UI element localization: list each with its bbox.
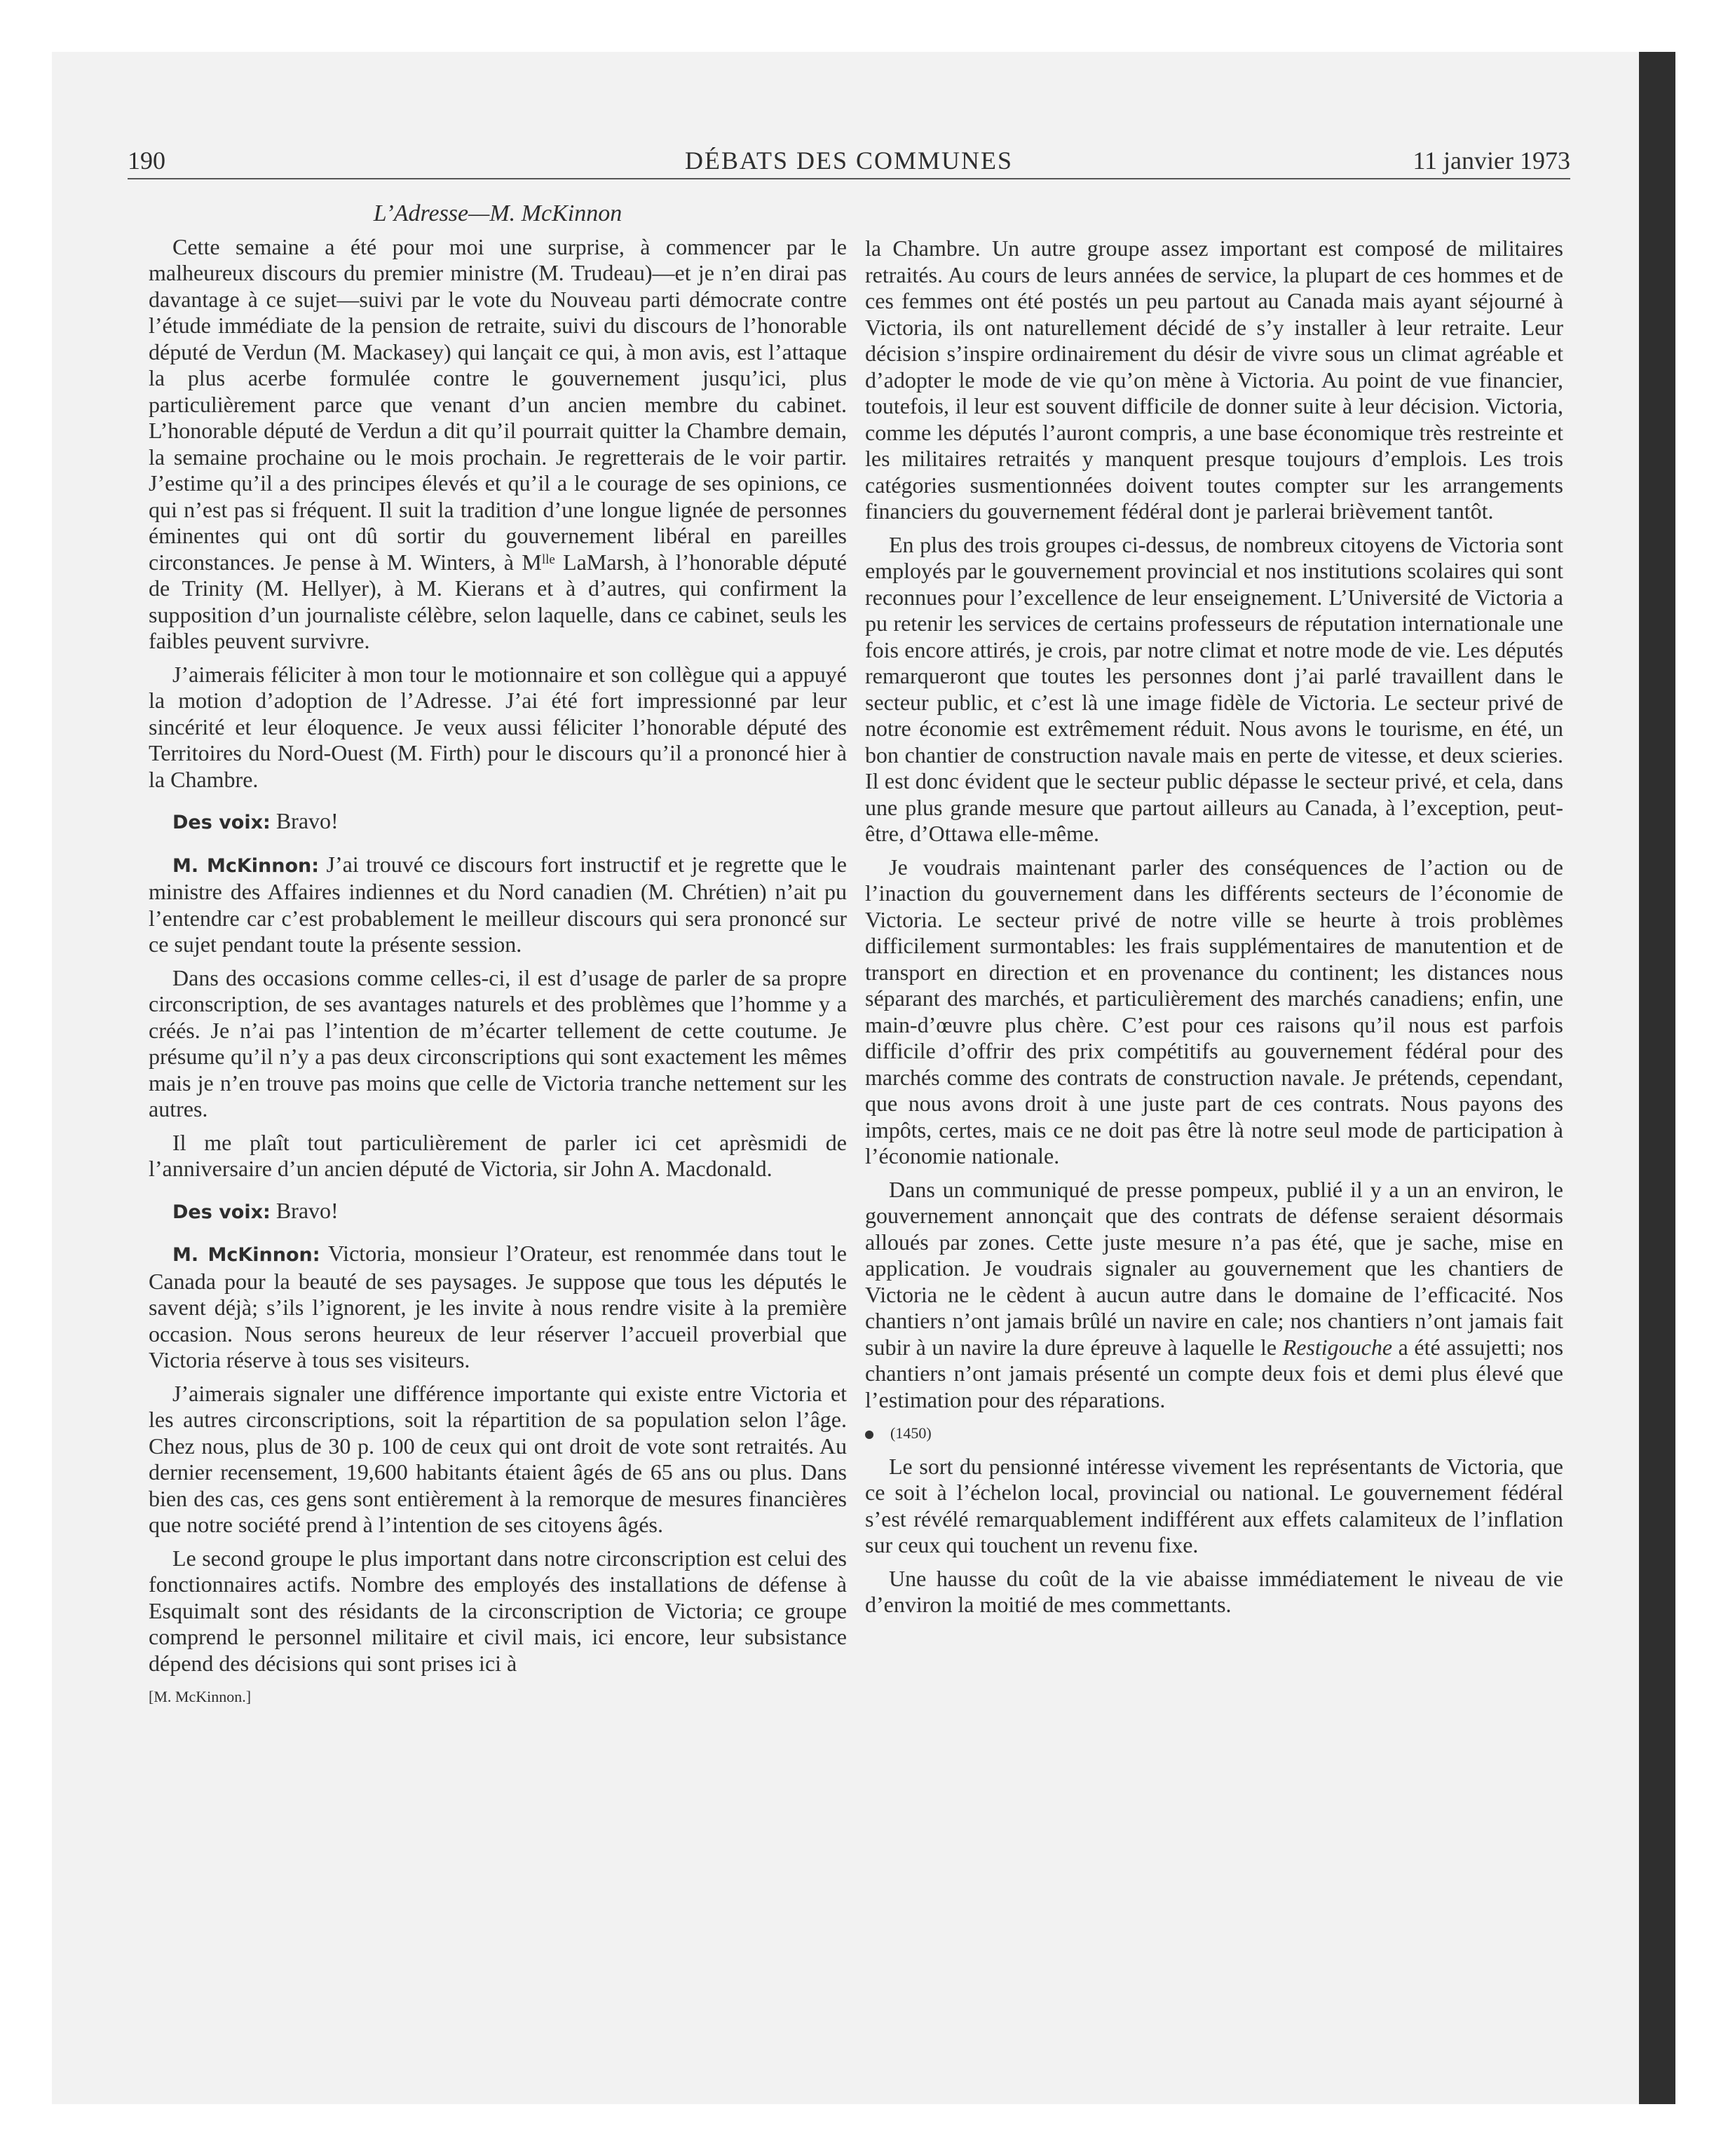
time-stamp: (1450) [890,1424,932,1442]
paragraph: Cette semaine a été pour moi une surprise, à commencer par le malheureux discours du premier ministre (M. Trudeau)—et je n’en dirai pas davantage à ce sujet—suivi par le vote du Nouveau parti démocrate contre l’étude immédiate de la pension de retraite, suivi du discours de l’honorable député de Verdun (M. Mackasey) qui lançait ce qui, à mon avis, est l’attaque la plus acerbe formulée contre le gouvernement jusqu’ici, plus particulièrement parce que venant d’un ancien membre du cabinet. L’honorable député de Verdun a dit qu’il pourrait quitter la Chambre demain, la semaine prochaine ou le mois prochain. Je regretterais de le voir partir. J’estime qu’il a des principes élevés et qu’il a le courage de ses opinions, ce qui n’est pas si fréquent. Il suit la tradition d’une longue lignée de personnes éminentes qui ont dû sortir du gouvernement libéral en pareilles circonstances. Je pense à M. Winters, à Mˡˡᵉ LaMarsh, à l’honorable député de Trinity (M. Hellyer), à M. Kierans et à d’autres, qui confirment la supposition d’un journaliste célèbre, selon laquelle, dans ce cabinet, seuls les faibles peuvent survivre. [149,233,847,653]
running-title: L’Adresse—M. McKinnon [373,200,622,226]
paragraph: Dans des occasions comme celles-ci, il est d’usage de parler de sa propre circonscription, de ses avantages naturels et des problèmes que l’homme y a créés. Je n’ai pas l’intention de m’écarter tellement de cette coutume. Je présume qu’il n’y a pas deux circonscriptions qui sont exactement les mêmes mais je n’en trouve pas moins que celle de Victoria tranche nettement sur les autres. [149,964,847,1121]
paragraph: Il me plaît tout particulièrement de parler ici cet aprèsmidi de l’anniversaire d’un ancien député de Victoria, sir John A. Macdonald. [149,1129,847,1181]
page-header [128,143,1570,179]
paragraph: J’aimerais signaler une différence importante qui existe entre Victoria et les autres circonscriptions, soit la répartition de sa population selon l’âge. Chez nous, plus de 30 p. 100 de ceux qui ont droit de vote sont retraités. Au dernier recensement, 19,600 habitants étaient âgés de 65 ans ou plus. Dans bien des cas, ces gens sont entièrement à la remorque de mesures financières que notre société prend à l’intention de ses citoyens âgés. [149,1380,847,1537]
publication-date: 11 janvier 1973 [1413,146,1570,175]
right-column [865,236,1563,1625]
bullet-icon [865,1431,873,1439]
speech-paragraph [149,1241,847,1374]
text-run: Dans un communiqué de presse pompeux, publié il y a un an environ, le gouvernement annonçait que des contrats de défense seraient désormais alloués par zones. Cette juste mesure n’a pas été, que je sache, mise en application. Je voudrais signaler au gouvernement que les chantiers de Victoria ne le cèdent à aucun autre dans le domaine de l’efficacité. Nos chantiers n’ont jamais brûlé un navire en cale; nos chantiers n’ont jamais fait subir à un navire la dure épreuve à laquelle le [865,1176,1563,1360]
paragraph: Une hausse du coût de la vie abaisse immédiatement le niveau de vie d’environ la moitié de mes commettants. [865,1565,1563,1617]
time-marker [865,1420,1563,1447]
speech-paragraph [149,808,847,836]
paragraph: Le second groupe le plus important dans notre circonscription est celui des fonctionnaires actifs. Nombre des employés des installations de défense à Esquimalt sont des résidants de la circonscription de Victoria; ce groupe comprend le personnel militaire et civil mais, ici encore, leur subsistance dépend des décisions qui sont prises ici à [149,1545,847,1676]
scan-edge-shadow [1639,52,1675,2104]
speech-text: Victoria, monsieur l’Orateur, est renommée dans tout le Canada pour la beauté de ses paysages. Je suppose que tous les députés le savent déjà; s’ils l’ignorent, je les invite à nous rendre visite à la première occasion. Nous serons heureux de leur réserver l’accueil proverbial que Victoria réserve à tous ses visiteurs. [149,1241,847,1372]
speech-paragraph [149,1198,847,1226]
speech-paragraph [149,852,847,958]
publication-title: DÉBATS DES COMMUNES [684,146,1014,175]
left-column [149,200,848,1717]
speaker-name: Des voix: [172,1201,271,1223]
speaker-name: Des voix: [172,812,271,833]
paragraph: la Chambre. Un autre groupe assez important est composé de militaires retraités. Au cours de leurs années de service, la plupart de ces hommes et de ces femmes ont été postés un peu partout au Canada mais ayant séjourné à Victoria, ils ont naturellement décidé de s’y installer à leur retraite. Leur décision s’inspire ordinairement du désir de vivre sous un climat agréable et d’adopter le mode de vie qu’on mène à Victoria. Au point de vue financier, toutefois, il leur est souvent difficile de donner suite à leur décision. Victoria, comme les députés l’auront compris, a une base économique très restreinte et les militaires retraités y manquent presque toujours d’emplois. Les trois catégories susmentionnées doivent toutes compter sur les arrangements financiers du gouvernement fédéral dont je parlerai brièvement tantôt. [865,236,1563,524]
speaker-footnote: [M. McKinnon.] [149,1688,252,1705]
speech-text: Bravo! [275,808,339,833]
paragraph: Le sort du pensionné intéresse vivement les représentants de Victoria, que ce soit à l’échelon local, provincial ou national. Le gouvernement fédéral s’est révélé remarquablement indifférent aux effets calamiteux de l’inflation sur ceux qui touchent un revenu fixe. [865,1453,1563,1557]
paragraph: J’aimerais féliciter à mon tour le motionnaire et son collègue qui a appuyé la motion d’adoption de l’Adresse. J’ai été fort impressionné par leur sincérité et leur éloquence. Je veux aussi féliciter l’honorable député des Territoires du Nord-Ouest (M. Firth) pour le discours qu’il a prononcé hier à la Chambre. [149,661,847,792]
paragraph: Je voudrais maintenant parler des conséquences de l’action ou de l’inaction du gouvernement dans les différents secteurs de l’économie de Victoria. Le secteur privé de notre ville se heurte à trois problèmes difficilement surmontables: les frais supplémentaires de manutention et de transport en direction et en provenance du continent; les distances nous séparant des marchés, et particulièrement des marchés canadiens; enfin, une main-d’œuvre plus chère. C’est pour ces raisons qu’il nous est parfois difficile d’offrir des prix compétitifs au gouvernement fédéral pour des marchés comme des contrats de construction navale. Je prétends, cependant, que nous avons droit à une juste part de ces contrats. Nous payons des impôts, certes, mais ce ne doit pas être là notre seul mode de participation à l’économie nationale. [865,854,1563,1168]
text-run: a été assujetti; nos chantiers n’ont jamais présenté un compte deux fois et demi plus élevé que l’estimation pour des réparations. [865,1334,1564,1412]
ship-name: Restigouche [1282,1334,1393,1360]
speaker-name: M. McKinnon: [172,1244,320,1266]
page-number: 190 [128,146,165,175]
speaker-name: M. McKinnon: [172,854,320,877]
speech-text: J’ai trouvé ce discours fort instructif et je regrette que le ministre des Affaires indiennes et du Nord canadien (M. Chrétien) n’ait pu l’entendre car c’est probablement le meilleur discours qui sera prononcé sur ce sujet pendant toute la présente session. [149,851,848,957]
paragraph [865,1177,1563,1414]
paragraph: En plus des trois groupes ci-dessus, de nombreux citoyens de Victoria sont employés par le gouvernement provincial et nos institutions scolaires qui sont reconnues pour l’excellence de leur enseignement. L’Université de Victoria a pu retenir les services de certains professeurs de réputation internationale une fois encore attirés, je crois, par notre climat et notre mode de vie. Les députés remarqueront que toutes les personnes dont j’ai parlé travaillent dans le secteur public, et c’est là une image fidèle de Victoria. Le secteur privé de notre économie est extrêmement réduit. Nous avons le tourisme, en été, un bon chantier de construction navale mais en perte de vitesse, et deux scieries. Il est donc évident que le secteur public dépasse le secteur privé, et cela, dans une plus grande mesure que partout ailleurs au Canada, à l’exception, peut-être, d’Ottawa elle-même. [865,531,1563,846]
speech-text: Bravo! [275,1197,339,1223]
